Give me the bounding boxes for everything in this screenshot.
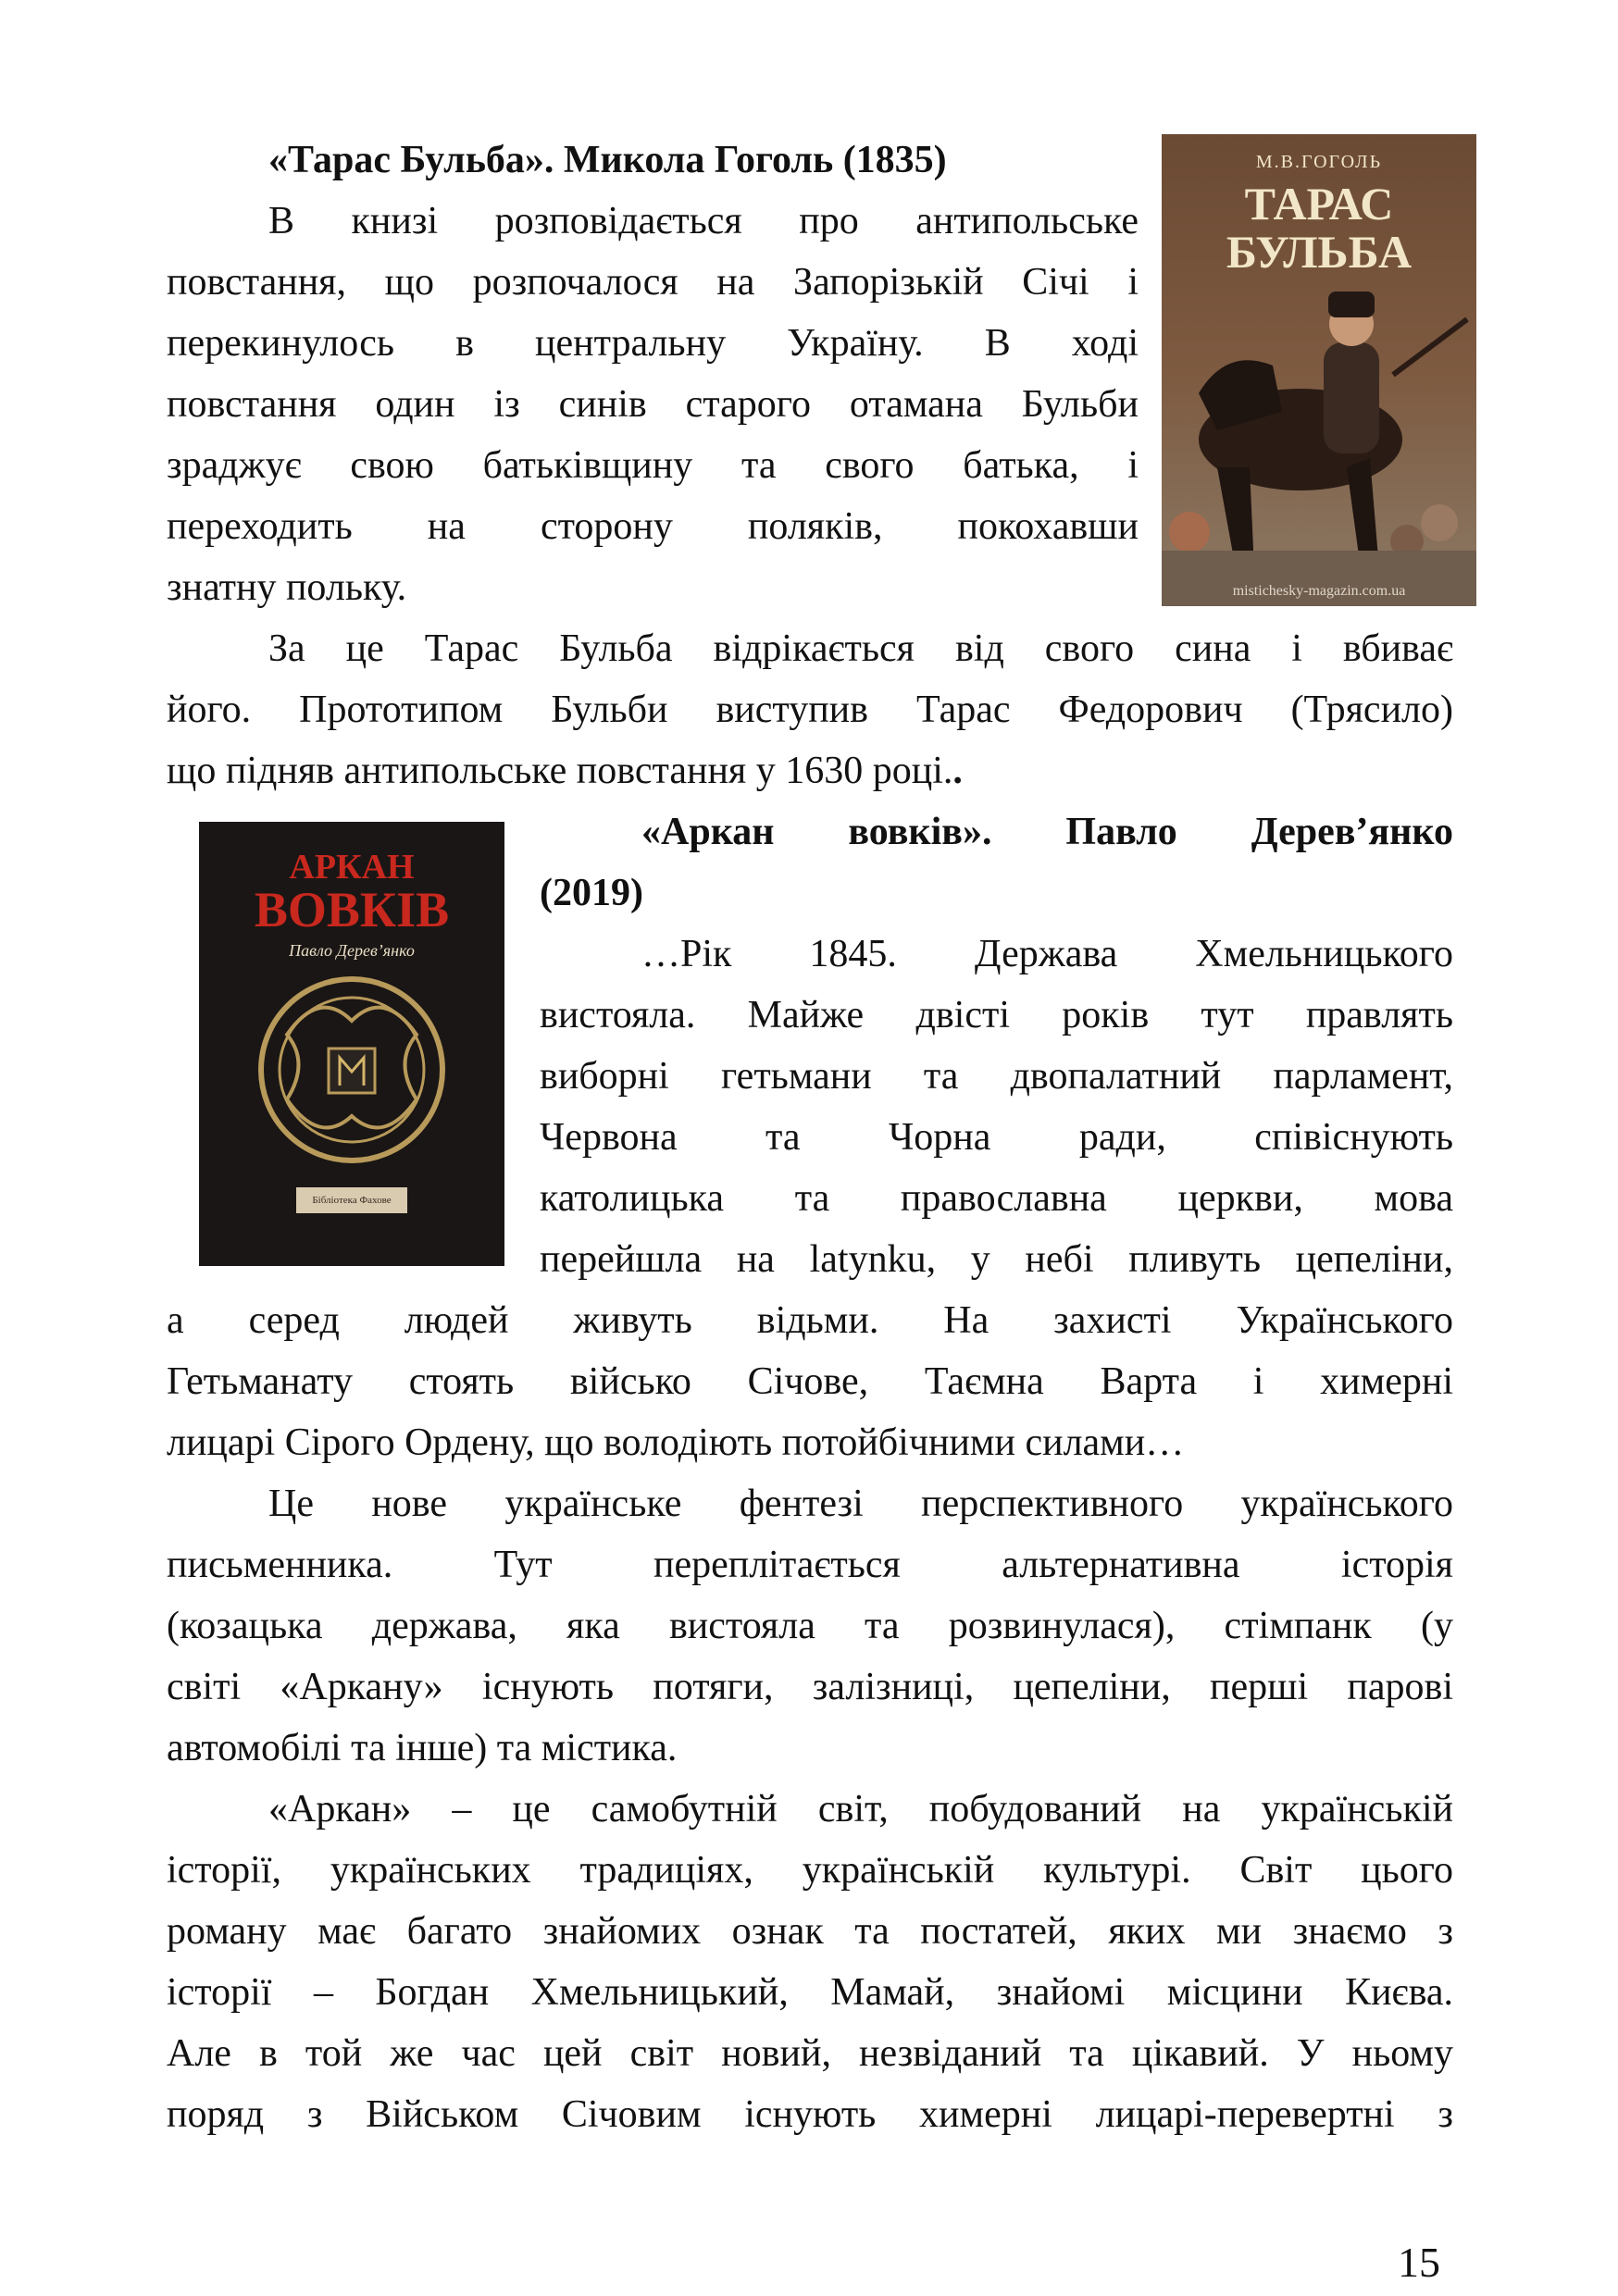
text-line: повстання, що розпочалося на Запорізькій Січі і [167,261,1139,304]
text-line: автомобілі та інше) та містика. [167,1727,678,1769]
arkan-vovkiv-cover-plate: Бібліотека Фахове [312,1195,392,1206]
text-line: «Аркан» – це самобутній світ, побудований на українській [268,1788,1453,1831]
text-line: В книзі розповідається про антипольське [268,200,1139,242]
text-line: лицарі Сірого Ордену, що володіють потойбічними силами… [167,1421,1185,1464]
arkan-vovkiv-para-2 [167,1473,1453,1779]
text-line: його. Прототипом Бульби виступив Тарас Федорович (Трясило) [167,689,1453,731]
arkan-vovkiv-cover-title-1: АРКАН [289,848,415,887]
text-line: роману має багато знайомих ознак та постатей, яких ми знаємо з [167,1910,1453,1953]
text-line: а серед людей живуть відьми. На захисті Українського [167,1299,1453,1342]
arkan-vovkiv-cover-image [199,822,504,1266]
taras-bulba-para-2 [167,618,1453,801]
arkan-vovkiv-para-1-cont [167,1290,1453,1473]
text-line: (козацька держава, яка вистояла та розвинулася), стімпанк (у [167,1605,1453,1647]
text-line: історії, українських традиціях, українській культурі. Світ цього [167,1849,1453,1892]
text-line: світі «Аркану» існують потяги, залізниці, цепеліни, перші парові [167,1666,1453,1708]
text-line: Червона та Чорна ради, співіснують [540,1116,1453,1159]
text-line: Це нове українське фентезі перспективного українського [268,1483,1453,1525]
text-line: письменника. Тут переплітається альтернативна історія [167,1544,1453,1586]
text-line: перекинулось в центральну Україну. В ході [167,322,1139,365]
text-line: поряд з Військом Січовим існують химерні лицарі-перевертні з [167,2093,1453,2136]
text-line: вистояла. Майже двісті років тут правлять [540,994,1453,1036]
heading-arkan-vovkiv-year: (2019) [540,872,643,914]
text-line: За це Тарас Бульба відрікається від свого сина і вбиває [268,627,1453,670]
page-number: 15 [1398,2239,1440,2286]
text-line: Гетьманату стоять військо Січове, Таємна Варта і химерні [167,1360,1453,1403]
text-line: виборні гетьмани та двопалатний парламент, [540,1055,1453,1098]
text-line: що підняв антипольське повстання у 1630 році.. [167,750,963,792]
arkan-vovkiv-para-3 [167,1779,1453,2145]
heading-taras-bulba: «Тарас Бульба». Микола Гоголь (1835) [268,139,947,181]
section-arkan-vovkiv [540,801,1453,1290]
text-line: повстання один із синів старого отамана Бульби [167,383,1139,426]
text-line: католицька та православна церкви, мова [540,1177,1453,1220]
text-line: Але в той же час цей світ новий, незвіданий та цікавий. У ньому [167,2032,1453,2075]
text-line: …Рік 1845. Держава Хмельницького [641,933,1453,975]
heading-arkan-vovkiv: «Аркан вовків». Павло Дерев’янко [641,811,1453,853]
text-line: історії – Богдан Хмельницький, Мамай, знайомі місцини Києва. [167,1971,1453,2014]
taras-bulba-cover-author: М.В.ГОГОЛЬ [1255,152,1383,172]
text-line: знатну польку. [167,566,407,609]
text-line: переходить на сторону поляків, покохавши [167,505,1139,548]
taras-bulba-cover-image [1162,134,1476,606]
text-line: зраджує свою батьківщину та свого батька, і [167,444,1139,487]
taras-bulba-cover-title-2: БУЛЬБА [1226,226,1413,278]
arkan-vovkiv-cover-title-2: ВОВКІВ [254,882,450,937]
arkan-vovkiv-cover-author: Павло Дерев’янко [289,941,415,960]
text-line: перейшла на latynku, у небі пливуть цепеліни, [540,1238,1453,1281]
section-taras-bulba [167,130,1139,618]
taras-bulba-cover-watermark: mistichesky-magazin.com.ua [1232,583,1406,599]
taras-bulba-cover-title-1: ТАРАС [1244,178,1394,230]
